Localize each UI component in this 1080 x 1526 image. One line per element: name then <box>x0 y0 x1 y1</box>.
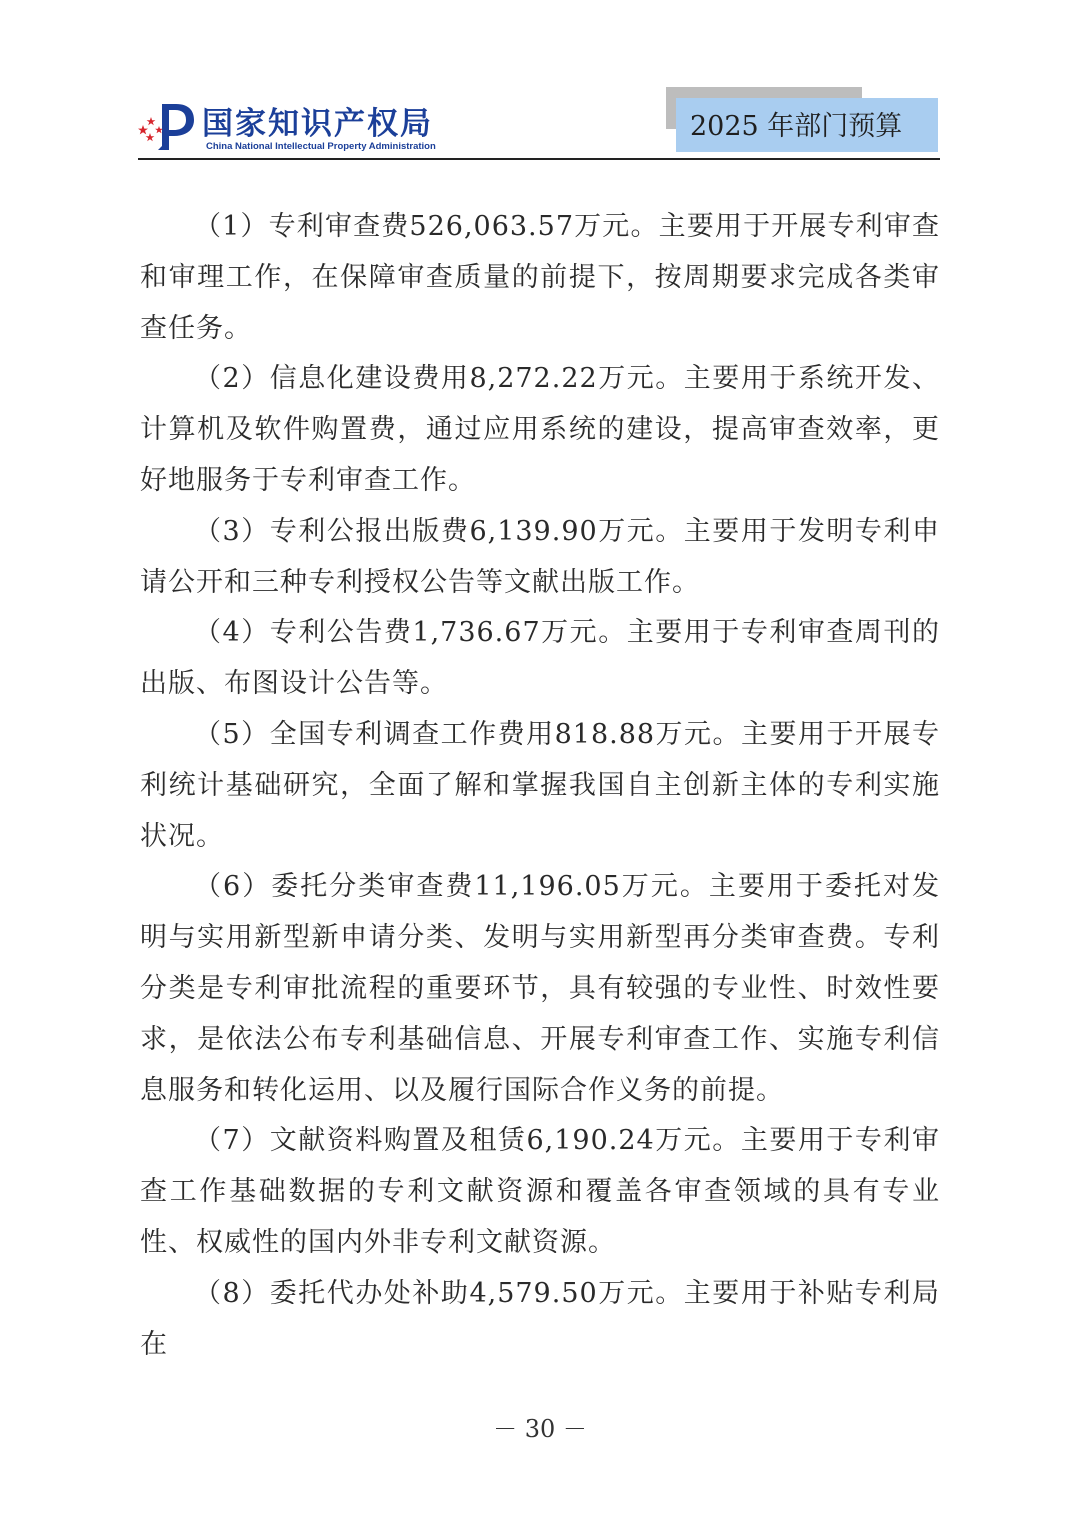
org-name-cn: 国家知识产权局 <box>202 106 433 142</box>
paragraph-6: （6）委托分类审查费11,196.05万元。主要用于委托对发明与实用新型新申请分类、发明与实用新型再分类审查费。专利分类是专利审批流程的重要环节，具有较强的专业性、时效性要求，是依法公布专利基础信息、开展专利审查工作、实施专利信息服务和转化运用、以及履行国际合作义务的前提。 <box>140 871 940 1106</box>
cnipa-logo-icon <box>138 100 196 152</box>
paragraph-7: （7）文献资料购置及租赁6,190.24万元。主要用于专利审查工作基础数据的专利文献资源和覆盖各审查领域的具有专业性、权威性的国内外非专利文献资源。 <box>140 1125 940 1258</box>
header-divider <box>138 158 940 160</box>
paragraph-8: （8）委托代办处补助4,579.50万元。主要用于补贴专利局在 <box>140 1277 940 1360</box>
paragraph-4: （4）专利公告费1,736.67万元。主要用于专利审查周刊的出版、布图设计公告等。 <box>140 617 940 700</box>
body-text <box>140 202 940 1370</box>
paragraph-1: （1）专利审查费526,063.57万元。主要用于开展专利审查和审理工作，在保障审查质量的前提下，按周期要求完成各类审查任务。 <box>140 211 940 344</box>
page-number: － 30 － <box>493 1415 587 1443</box>
paragraph-2: （2）信息化建设费用8,272.22万元。主要用于系统开发、计算机及软件购置费，通过应用系统的建设，提高审查效率，更好地服务于专利审查工作。 <box>140 363 940 496</box>
paragraph-5: （5）全国专利调查工作费用818.88万元。主要用于开展专利统计基础研究，全面了解和掌握我国自主创新主体的专利实施状况。 <box>140 718 940 852</box>
doc-badge-label: 2025 年部门预算 <box>690 111 903 142</box>
org-name-en: China National Intellectual Property Administration <box>206 141 436 152</box>
paragraph-3: （3）专利公报出版费6,139.90万元。主要用于发明专利申请公开和三种专利授权公告等文献出版工作。 <box>140 515 940 598</box>
page-header <box>0 0 1080 170</box>
